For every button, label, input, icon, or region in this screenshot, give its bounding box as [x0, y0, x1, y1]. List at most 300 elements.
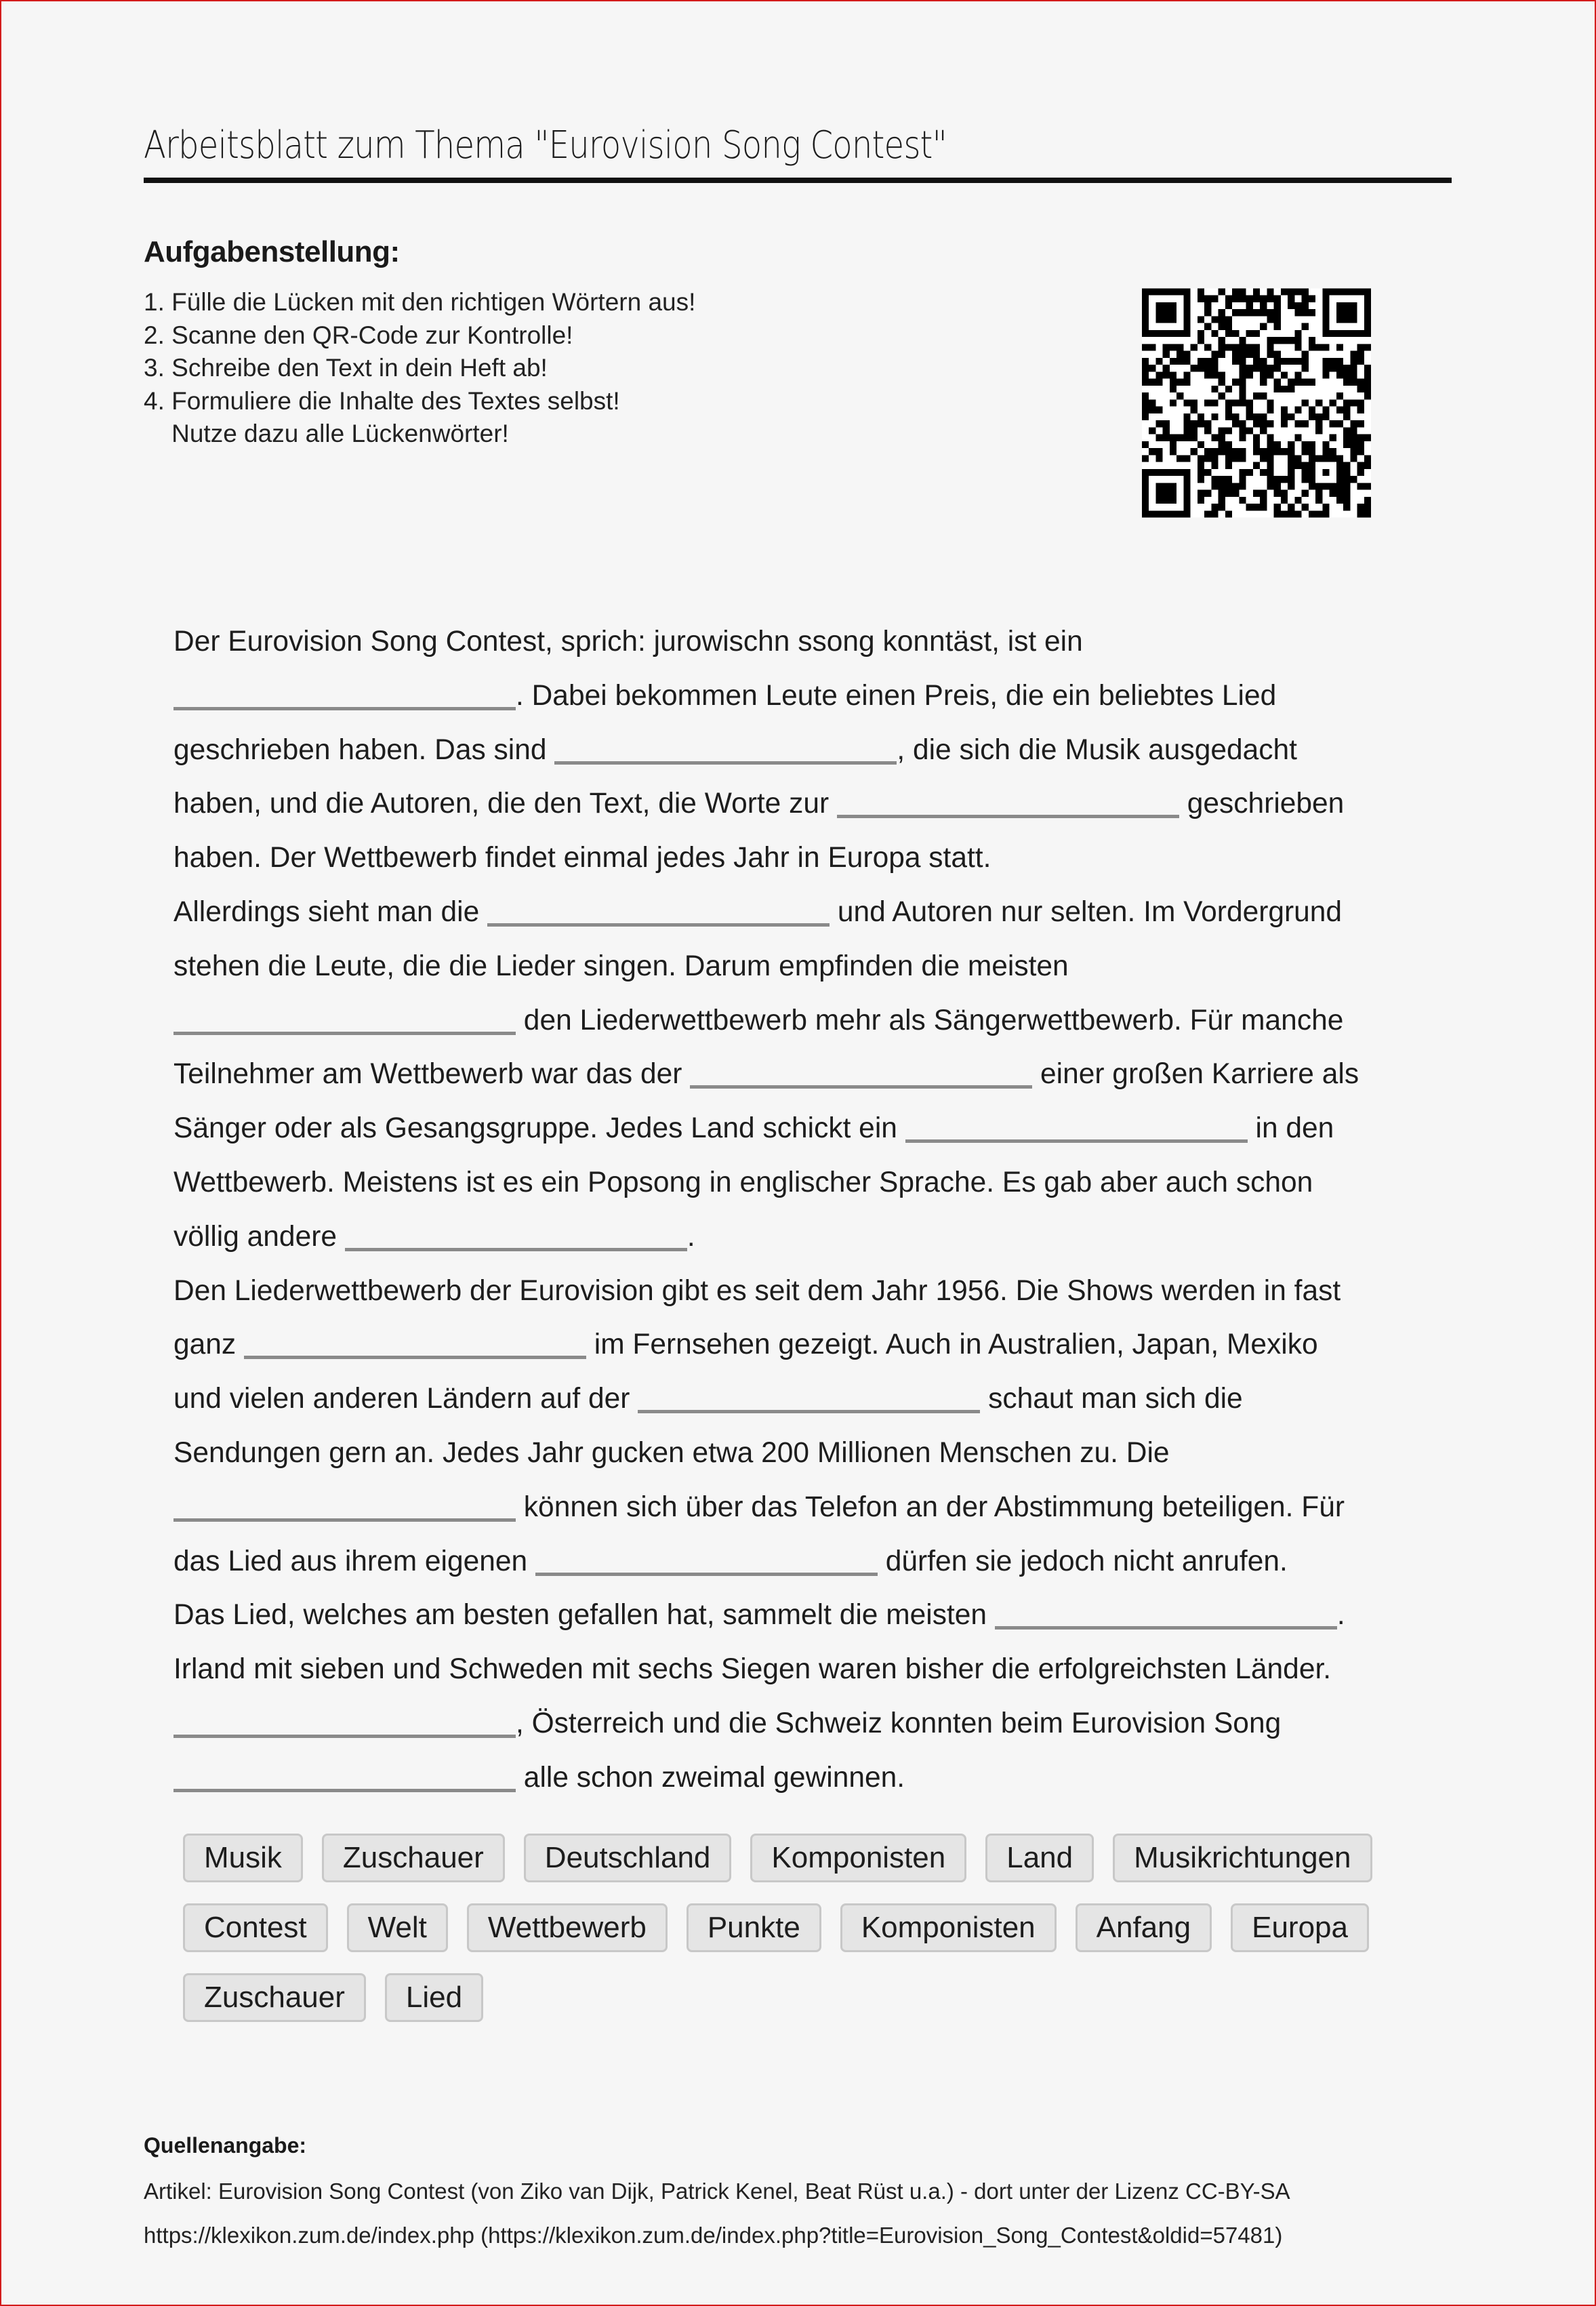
passage-text: . — [687, 1220, 695, 1253]
qr-module — [1232, 330, 1239, 337]
passage-text: Der Eurovision Song Contest, sprich: jurowischn ssong konntäst, ist ein — [173, 626, 1083, 658]
qr-module — [1294, 358, 1301, 365]
qr-module — [1336, 344, 1343, 350]
qr-module — [1225, 448, 1232, 455]
task-heading: Aufgabenstellung: — [144, 235, 400, 268]
qr-module — [1219, 476, 1225, 483]
qr-module — [1357, 399, 1364, 406]
word-chip[interactable]: Komponisten — [750, 1834, 966, 1882]
qr-module — [1239, 289, 1246, 296]
qr-module — [1302, 399, 1309, 406]
qr-module — [1260, 504, 1267, 510]
qr-module — [1142, 407, 1149, 413]
qr-module — [1267, 448, 1273, 455]
qr-module — [1315, 490, 1322, 497]
qr-module — [1253, 344, 1260, 350]
qr-module — [1274, 483, 1281, 489]
qr-module — [1219, 371, 1225, 378]
qr-module — [1232, 358, 1239, 365]
qr-module — [1149, 344, 1155, 350]
qr-module — [1198, 289, 1204, 296]
qr-module — [1142, 344, 1149, 350]
qr-module — [1302, 441, 1309, 448]
blank-field[interactable] — [173, 1005, 516, 1035]
qr-module — [1232, 455, 1239, 462]
qr-module — [1232, 413, 1239, 420]
qr-module — [1281, 386, 1288, 392]
qr-module — [1225, 344, 1232, 350]
qr-module — [1294, 434, 1301, 441]
qr-module — [1246, 399, 1253, 406]
qr-module — [1294, 337, 1301, 344]
qr-module — [1274, 358, 1281, 365]
qr-module — [1211, 399, 1218, 406]
passage-text: schaut man sich die — [980, 1383, 1243, 1415]
qr-module — [1170, 344, 1176, 350]
qr-module — [1163, 344, 1170, 350]
qr-module — [1198, 316, 1204, 323]
qr-module — [1211, 504, 1218, 510]
qr-module — [1219, 434, 1225, 441]
qr-module — [1350, 448, 1357, 455]
qr-module — [1163, 420, 1170, 427]
qr-module — [1170, 371, 1176, 378]
qr-module — [1219, 504, 1225, 510]
qr-module — [1281, 371, 1288, 378]
task-item: 4. Formuliere die Inhalte des Textes selbst! — [144, 386, 620, 415]
qr-module — [1294, 407, 1301, 413]
qr-module — [1322, 365, 1329, 371]
qr-module — [1357, 407, 1364, 413]
task-item: 2. Scanne den QR-Code zur Kontrolle! — [144, 321, 573, 349]
qr-module — [1239, 309, 1246, 316]
qr-module — [1183, 434, 1190, 441]
blank-field[interactable] — [690, 1058, 1032, 1089]
passage-text: einer großen Karriere als — [1032, 1058, 1359, 1091]
qr-module — [1219, 379, 1225, 386]
qr-module — [1176, 379, 1183, 386]
word-chip[interactable]: Lied — [385, 1973, 483, 2022]
qr-module — [1225, 386, 1232, 392]
qr-module — [1267, 344, 1273, 350]
qr-module — [1191, 399, 1198, 406]
qr-module — [1183, 358, 1190, 365]
qr-module — [1343, 462, 1350, 469]
qr-module — [1267, 289, 1273, 296]
qr-module — [1330, 490, 1336, 497]
qr-module — [1350, 351, 1357, 358]
qr-module — [1315, 344, 1322, 350]
qr-module — [1239, 379, 1246, 386]
qr-module — [1343, 379, 1350, 386]
qr-module — [1357, 510, 1364, 517]
qr-module — [1239, 483, 1246, 489]
qr-module — [1350, 455, 1357, 462]
qr-module — [1239, 337, 1246, 344]
qr-module — [1260, 358, 1267, 365]
qr-module — [1219, 316, 1225, 323]
word-bank — [183, 1834, 1430, 2022]
qr-module — [1357, 379, 1364, 386]
qr-module — [1204, 358, 1211, 365]
source-link[interactable]: https://klexikon.zum.de/index.php (https://klexikon.zum.de/index.php?title=Eurovision_Song_Contest&oldid=57481) — [144, 2223, 1283, 2248]
word-chip[interactable]: Zuschauer — [183, 1973, 366, 2022]
qr-module — [1357, 504, 1364, 510]
qr-module — [1267, 462, 1273, 469]
qr-module — [1288, 337, 1294, 344]
qr-module — [1198, 330, 1204, 337]
qr-module — [1142, 379, 1149, 386]
qr-module — [1343, 407, 1350, 413]
qr-module — [1232, 420, 1239, 427]
qr-module — [1225, 427, 1232, 434]
qr-module — [1239, 365, 1246, 371]
qr-module — [1330, 434, 1336, 441]
qr-module — [1149, 407, 1155, 413]
qr-module — [1149, 427, 1155, 434]
qr-module — [1204, 309, 1211, 316]
qr-module — [1183, 455, 1190, 462]
passage-line — [173, 1156, 1434, 1210]
qr-module — [1183, 420, 1190, 427]
word-chip[interactable]: Land — [985, 1834, 1094, 1882]
qr-module — [1281, 413, 1288, 420]
qr-module — [1225, 413, 1232, 420]
qr-module — [1364, 392, 1371, 399]
passage-line — [173, 777, 1434, 831]
qr-module — [1350, 365, 1357, 371]
qr-module — [1267, 441, 1273, 448]
qr-module — [1142, 441, 1149, 448]
qr-module — [1315, 399, 1322, 406]
qr-module — [1357, 462, 1364, 469]
qr-module — [1183, 427, 1190, 434]
passage-line — [173, 1480, 1434, 1535]
qr-module — [1294, 289, 1301, 296]
qr-module — [1211, 455, 1218, 462]
qr-module — [1343, 434, 1350, 441]
qr-module — [1281, 358, 1288, 365]
qr-module — [1211, 510, 1218, 517]
qr-module — [1322, 413, 1329, 420]
passage-text: ganz — [173, 1329, 244, 1361]
qr-module — [1302, 469, 1309, 476]
passage-text: Sänger oder als Gesangsgruppe. Jedes Land schickt ein — [173, 1112, 905, 1145]
qr-module — [1302, 296, 1309, 302]
qr-module — [1357, 351, 1364, 358]
qr-module — [1302, 448, 1309, 455]
qr-module — [1239, 392, 1246, 399]
qr-module — [1204, 323, 1211, 330]
qr-module — [1211, 358, 1218, 365]
qr-module — [1302, 379, 1309, 386]
qr-module — [1350, 434, 1357, 441]
qr-module — [1191, 434, 1198, 441]
passage-line — [173, 669, 1434, 723]
qr-module — [1142, 371, 1149, 378]
qr-module — [1211, 483, 1218, 489]
qr-module — [1211, 386, 1218, 392]
qr-module — [1364, 434, 1371, 441]
qr-module — [1198, 490, 1204, 497]
qr-module — [1191, 420, 1198, 427]
qr-module — [1364, 510, 1371, 517]
qr-module — [1350, 420, 1357, 427]
qr-module — [1309, 407, 1315, 413]
qr-module — [1260, 392, 1267, 399]
qr-module — [1350, 399, 1357, 406]
qr-module — [1246, 344, 1253, 350]
qr-module — [1260, 371, 1267, 378]
qr-module — [1322, 504, 1329, 510]
qr-module — [1364, 455, 1371, 462]
qr-module — [1288, 441, 1294, 448]
qr-module — [1246, 371, 1253, 378]
qr-module — [1191, 407, 1198, 413]
qr-module — [1343, 399, 1350, 406]
qr-module — [1336, 371, 1343, 378]
blank-field[interactable] — [638, 1383, 980, 1413]
qr-module — [1219, 323, 1225, 330]
qr-module — [1357, 358, 1364, 365]
qr-module — [1219, 289, 1225, 296]
blank-field[interactable] — [173, 1491, 516, 1522]
passage-text: Allerdings sieht man die — [173, 895, 488, 928]
qr-module — [1343, 371, 1350, 378]
qr-module — [1239, 351, 1246, 358]
qr-module — [1281, 289, 1288, 296]
passage-line — [173, 1697, 1434, 1751]
word-chip[interactable]: Europa — [1231, 1903, 1369, 1952]
qr-module — [1294, 497, 1301, 504]
word-chip[interactable]: Musikrichtungen — [1113, 1834, 1372, 1882]
qr-module — [1302, 309, 1309, 316]
word-chip[interactable]: Deutschland — [524, 1834, 732, 1882]
qr-module — [1253, 448, 1260, 455]
qr-module — [1155, 379, 1162, 386]
qr-module — [1260, 469, 1267, 476]
qr-module — [1274, 309, 1281, 316]
qr-module — [1309, 344, 1315, 350]
qr-module — [1246, 330, 1253, 337]
qr-module — [1170, 448, 1176, 455]
qr-module — [1176, 455, 1183, 462]
qr-module — [1253, 504, 1260, 510]
qr-module — [1357, 386, 1364, 392]
qr-module — [1198, 441, 1204, 448]
passage-text: Den Liederwettbewerb der Eurovision gibt es seit dem Jahr 1956. Die Shows werden in fast — [173, 1274, 1341, 1307]
qr-code-icon[interactable] — [1142, 286, 1371, 520]
word-chip[interactable]: Komponisten — [840, 1903, 1057, 1952]
qr-module — [1267, 316, 1273, 323]
qr-module — [1267, 337, 1273, 344]
passage-text: dürfen sie jedoch nicht anrufen. — [877, 1545, 1288, 1577]
passage-text: und vielen anderen Ländern auf der — [173, 1383, 638, 1415]
qr-module — [1288, 296, 1294, 302]
qr-module — [1309, 441, 1315, 448]
qr-module — [1225, 302, 1232, 309]
qr-module — [1253, 309, 1260, 316]
blank-field[interactable] — [244, 1329, 586, 1359]
qr-module — [1211, 371, 1218, 378]
qr-module — [1246, 302, 1253, 309]
qr-module — [1294, 330, 1301, 337]
qr-module — [1225, 399, 1232, 406]
qr-module — [1155, 483, 1176, 504]
qr-module — [1239, 344, 1246, 350]
qr-module — [1225, 483, 1232, 489]
blank-field[interactable] — [837, 788, 1179, 818]
qr-module — [1183, 351, 1190, 358]
qr-module — [1198, 358, 1204, 365]
blank-field[interactable] — [173, 1707, 516, 1738]
qr-module — [1219, 392, 1225, 399]
word-chip[interactable]: Musik — [183, 1834, 303, 1882]
blank-field[interactable] — [905, 1112, 1248, 1143]
qr-module — [1315, 427, 1322, 434]
qr-module — [1302, 365, 1309, 371]
qr-module — [1204, 371, 1211, 378]
qr-module — [1219, 344, 1225, 350]
word-chip[interactable]: Contest — [183, 1903, 328, 1952]
passage-text: alle schon zweimal gewinnen. — [516, 1761, 905, 1794]
qr-module — [1322, 510, 1329, 517]
qr-module — [1198, 413, 1204, 420]
qr-module — [1204, 365, 1211, 371]
blank-field[interactable] — [173, 680, 516, 710]
qr-module — [1302, 476, 1309, 483]
qr-module — [1253, 462, 1260, 469]
qr-module — [1155, 358, 1162, 365]
qr-module — [1274, 323, 1281, 330]
qr-module — [1246, 413, 1253, 420]
qr-module — [1302, 351, 1309, 358]
passage-text: haben. Der Wettbewerb findet einmal jedes Jahr in Europa statt. — [173, 842, 991, 874]
qr-module — [1288, 358, 1294, 365]
word-chip[interactable]: Zuschauer — [322, 1834, 505, 1882]
passage-text: Irland mit sieben und Schweden mit sechs Siegen waren bisher die erfolgreichsten Länder. — [173, 1653, 1332, 1686]
blank-field[interactable] — [487, 896, 830, 927]
passage-text: , Österreich und die Schweiz konnten beim Eurovision Song — [516, 1707, 1282, 1739]
qr-module — [1253, 420, 1260, 427]
blank-field[interactable] — [554, 734, 897, 765]
qr-module — [1225, 462, 1232, 469]
qr-module — [1204, 448, 1211, 455]
qr-module — [1281, 476, 1288, 483]
qr-module — [1225, 296, 1232, 302]
qr-module — [1239, 386, 1246, 392]
passage-text: im Fernsehen gezeigt. Auch in Australien, Japan, Mexiko — [586, 1329, 1318, 1361]
qr-module — [1343, 504, 1350, 510]
blank-field[interactable] — [173, 1762, 516, 1792]
passage-line — [173, 1101, 1434, 1156]
qr-module — [1364, 371, 1371, 378]
qr-module — [1246, 309, 1253, 316]
qr-module — [1163, 365, 1170, 371]
qr-module — [1225, 476, 1232, 483]
qr-module — [1219, 497, 1225, 504]
word-chip[interactable]: Welt — [347, 1903, 448, 1952]
qr-module — [1253, 296, 1260, 302]
qr-module — [1357, 448, 1364, 455]
qr-module — [1274, 316, 1281, 323]
qr-module — [1350, 427, 1357, 434]
passage-text: in den — [1247, 1112, 1334, 1145]
qr-module — [1302, 323, 1309, 330]
qr-module — [1288, 462, 1294, 469]
passage-text: können sich über das Telefon an der Abstimmung beteiligen. Für — [516, 1491, 1345, 1523]
qr-module — [1198, 497, 1204, 504]
qr-module — [1322, 448, 1329, 455]
qr-module — [1239, 455, 1246, 462]
qr-module — [1260, 296, 1267, 302]
blank-field[interactable] — [535, 1545, 878, 1576]
qr-module — [1281, 337, 1288, 344]
qr-module — [1309, 296, 1315, 302]
qr-module — [1267, 351, 1273, 358]
qr-module — [1267, 399, 1273, 406]
qr-module — [1239, 296, 1246, 302]
qr-module — [1191, 448, 1198, 455]
qr-module — [1176, 351, 1183, 358]
qr-module — [1155, 434, 1162, 441]
qr-module — [1274, 386, 1281, 392]
qr-module — [1204, 420, 1211, 427]
qr-module — [1281, 510, 1288, 517]
qr-module — [1219, 309, 1225, 316]
qr-module — [1294, 510, 1301, 517]
passage-line — [173, 1264, 1434, 1318]
qr-module — [1260, 420, 1267, 427]
qr-module — [1225, 455, 1232, 462]
qr-module — [1267, 309, 1273, 316]
qr-module — [1239, 448, 1246, 455]
word-chip[interactable]: Anfang — [1076, 1903, 1212, 1952]
word-chip[interactable]: Punkte — [687, 1903, 821, 1952]
qr-module — [1198, 296, 1204, 302]
qr-module — [1211, 462, 1218, 469]
passage-line — [173, 723, 1434, 777]
blank-field[interactable] — [345, 1221, 687, 1251]
qr-module — [1246, 469, 1253, 476]
qr-module — [1302, 490, 1309, 497]
qr-module — [1253, 330, 1260, 337]
qr-module — [1267, 469, 1273, 476]
word-chip[interactable]: Wettbewerb — [467, 1903, 668, 1952]
passage-text: und Autoren nur selten. Im Vordergrund — [830, 895, 1343, 928]
qr-module — [1253, 490, 1260, 497]
qr-module — [1246, 504, 1253, 510]
blank-field[interactable] — [995, 1599, 1337, 1630]
qr-module — [1343, 441, 1350, 448]
qr-module — [1211, 434, 1218, 441]
qr-module — [1253, 358, 1260, 365]
qr-module — [1232, 289, 1239, 296]
qr-module — [1288, 379, 1294, 386]
qr-module — [1191, 365, 1198, 371]
qr-module — [1267, 476, 1273, 483]
qr-module — [1330, 358, 1336, 365]
qr-module — [1343, 490, 1350, 497]
qr-module — [1232, 483, 1239, 489]
qr-module — [1204, 302, 1211, 309]
qr-module — [1267, 371, 1273, 378]
qr-module — [1336, 497, 1343, 504]
qr-module — [1239, 434, 1246, 441]
qr-module — [1357, 441, 1364, 448]
qr-module — [1211, 296, 1218, 302]
qr-module — [1191, 344, 1198, 350]
